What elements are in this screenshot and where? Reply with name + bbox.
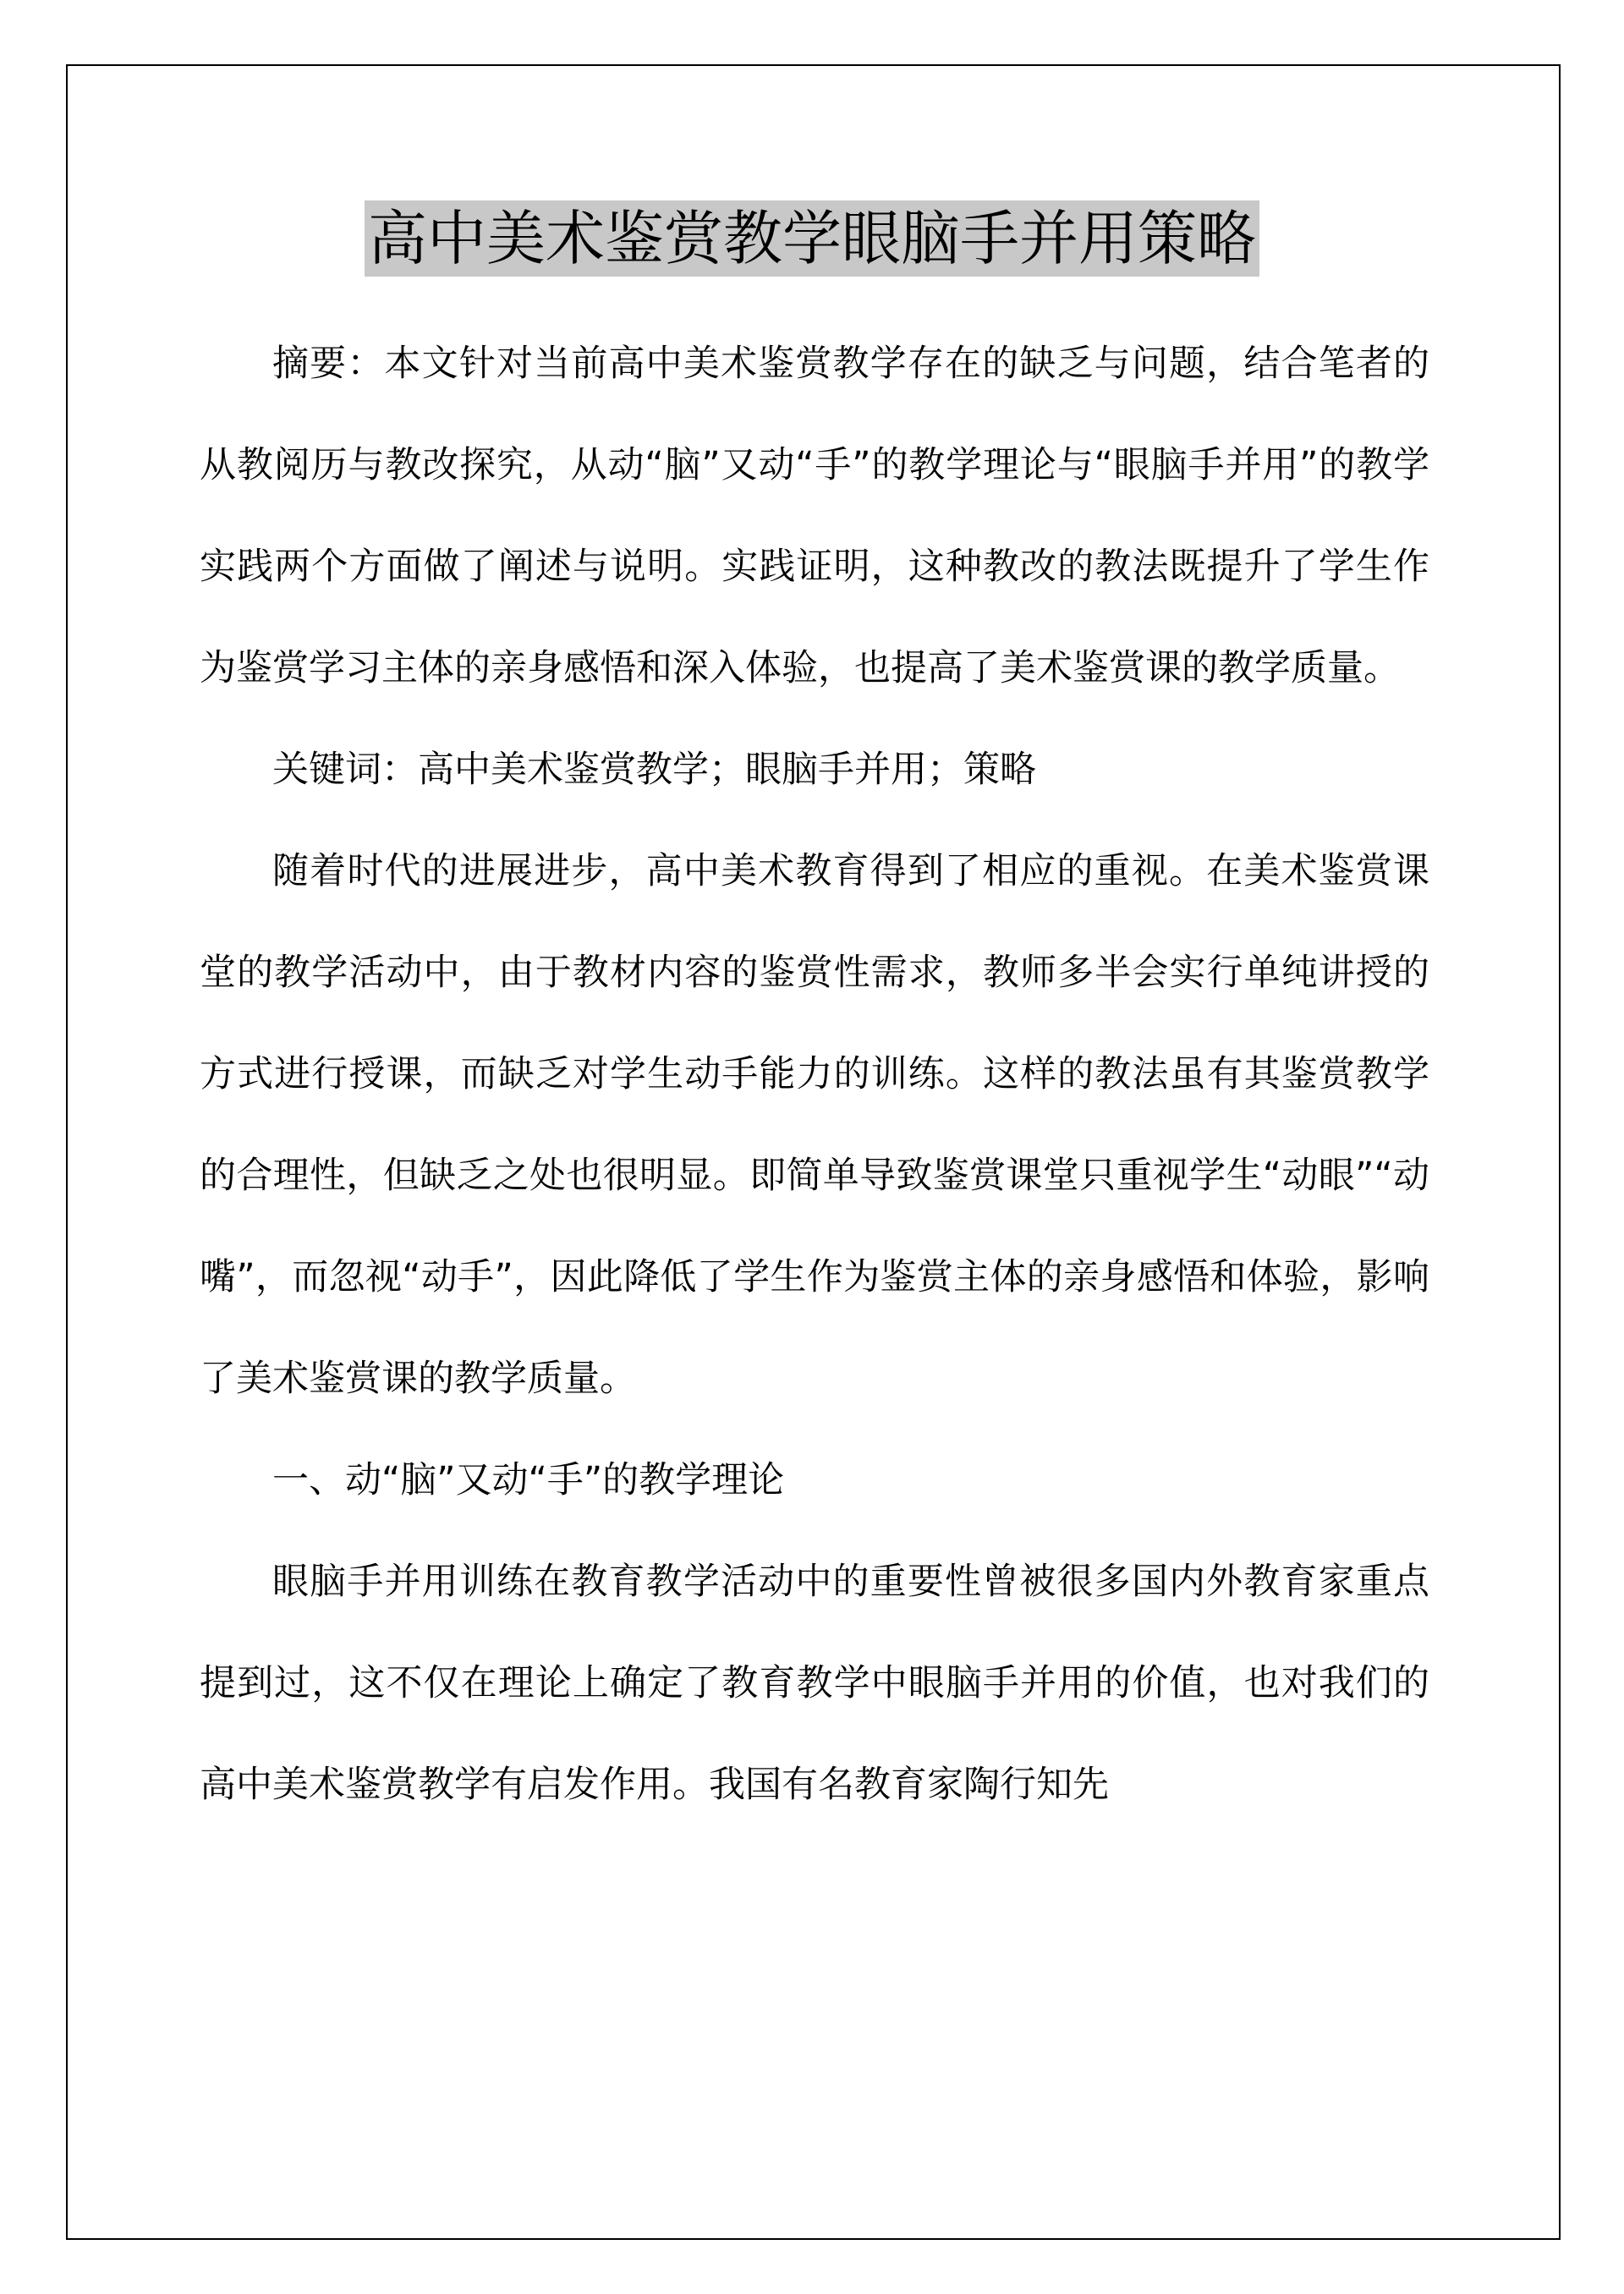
title-container (0, 200, 1624, 277)
intro-paragraph: 随着时代的进展进步，高中美术教育得到了相应的重视。在美术鉴赏课堂的教学活动中，由于教材内容的鉴赏性需求，教师多半会实行单纯讲授的方式进行授课，而缺乏对学生动手能力的训练。这样的教法虽有其鉴赏教学的合理性，但缺乏之处也很明显。即简单导致鉴赏课堂只重视学生“动眼”“动嘴”，而忽视“动手”，因此降低了学生作为鉴赏主体的亲身感悟和体验，影响了美术鉴赏课的教学质量。 (200, 850, 1429, 1400)
abstract-paragraph: 摘要：本文针对当前高中美术鉴赏教学存在的缺乏与问题，结合笔者的从教阅历与教改探究，从动“脑”又动“手”的教学理论与“眼脑手并用”的教学实践两个方面做了阐述与说明。实践证明，这种教改的教法既提升了学生作为鉴赏学习主体的亲身感悟和深入体验，也提高了美术鉴赏课的教学质量。 (200, 343, 1429, 689)
document-title: 高中美术鉴赏教学眼脑手并用策略 (365, 200, 1259, 277)
section-paragraph: 眼脑手并用训练在教育教学活动中的重要性曾被很多国内外教育家重点提到过，这不仅在理论上确定了教育教学中眼脑手并用的价值，也对我们的高中美术鉴赏教学有启发作用。我国有名教育家陶行知先 (200, 1561, 1429, 1806)
keywords-paragraph: 关键词：高中美术鉴赏教学；眼脑手并用；策略 (272, 749, 1036, 791)
document-body (200, 313, 1429, 1836)
section-heading: 一、动“脑”又动“手”的教学理论 (272, 1459, 785, 1501)
